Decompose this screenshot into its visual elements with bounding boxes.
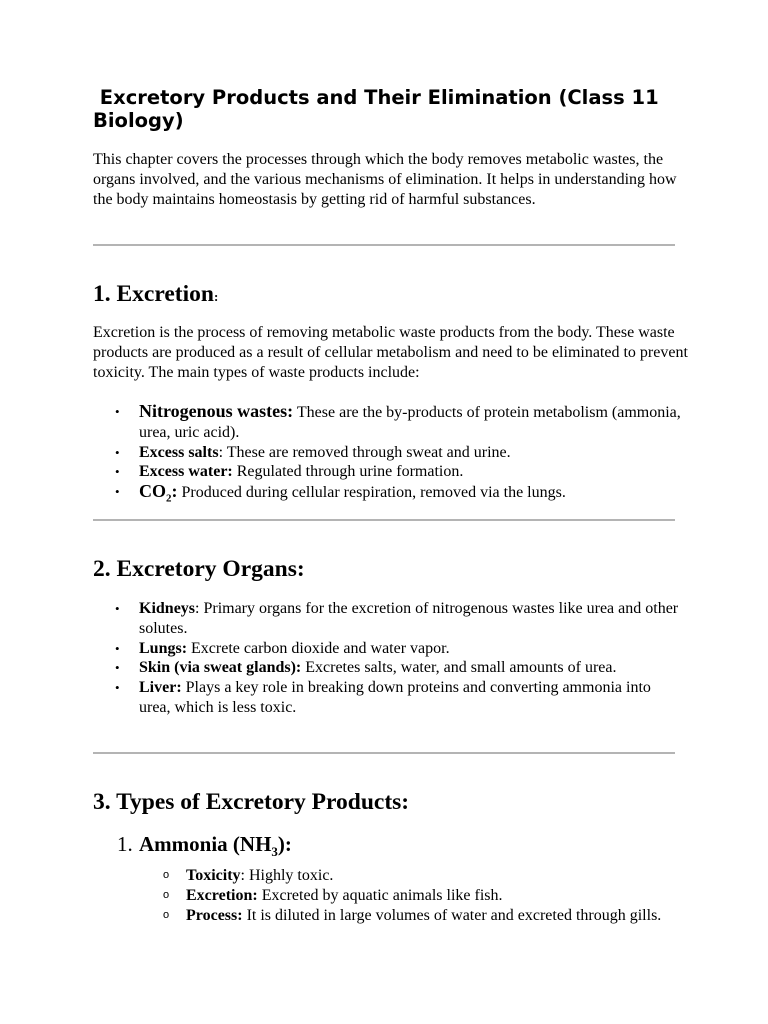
list-item-text: Plays a key role in breaking down proteins and converting ammonia into urea, which is less toxic. [139,679,651,716]
list-item-text: : These are removed through sweat and urine. [218,443,511,461]
product-name [139,832,292,860]
list-item-term: Lungs: [139,639,188,657]
list-item-text: Excrete carbon dioxide and water vapor. [187,639,450,657]
list-item-text: : Highly toxic. [240,867,334,885]
list-item-term: Excretion: [186,886,258,904]
list-item [139,443,684,463]
list-item-number: 1. [117,832,133,856]
product-details-list [93,866,683,925]
list-item [139,482,684,509]
organs-list [139,599,684,718]
section-heading-text: 1. Excretion [93,281,214,307]
list-item [139,599,684,639]
divider [93,244,675,246]
list-item-term: Process: [186,906,243,924]
product-heading [93,830,683,866]
list-item-text: : Primary organs for the excretion of nitrogenous wastes like urea and other solutes. [139,600,679,637]
list-item-term: Excess water: [139,463,233,481]
list-item-term: Excess salts [139,443,219,461]
list-item-text: Excretes salts, water, and small amounts of urea. [301,659,617,677]
list-item [93,830,683,926]
formula-text: CO [139,481,166,502]
intro-paragraph: This chapter covers the processes through which the body removes metabolic wastes, the organs involved, and the various mechanisms of elimination. It helps in understanding how the body maintains homeostasis by getting rid of harmful substances. [93,151,677,208]
section-heading-types: 3. Types of Excretory Products: [93,789,410,815]
section-heading-excretion [93,280,218,311]
list-item [186,886,683,906]
list-item-term: Skin (via sweat glands): [139,659,302,677]
list-item [186,866,683,886]
list-item [139,402,684,443]
formula-subscript: 3 [271,844,278,860]
list-item-text: Produced during cellular respiration, removed via the lungs. [177,484,566,502]
formula-suffix: : [171,481,178,502]
list-item-text: Regulated through urine formation. [232,463,464,481]
list-item-term: Liver: [139,679,182,697]
section-heading-suffix: : [213,289,219,304]
document-title: Excretory Products and Their Elimination (Class 11 Biology) [93,86,666,132]
list-item-term: Toxicity [186,867,241,885]
list-item [139,658,684,678]
waste-types-list [139,402,684,510]
divider [93,519,675,521]
divider [93,752,675,754]
list-item [139,639,684,659]
list-item [139,678,684,718]
list-item-text: It is diluted in large volumes of water and excreted through gills. [242,906,662,924]
list-item-text: Excreted by aquatic animals like fish. [257,886,503,904]
list-item-term [139,481,178,505]
list-item-term: Nitrogenous wastes: [139,401,294,421]
formula-subscript: 2 [166,492,172,505]
list-item-term: Kidneys [139,600,196,617]
list-item-text: These are the by-products of protein metabolism (ammonia, urea, uric acid). [139,404,681,441]
formula-suffix: ): [277,832,292,856]
list-item [139,462,684,482]
formula-text: Ammonia (NH [139,832,272,856]
list-item [186,906,683,926]
excretion-paragraph: Excretion is the process of removing metabolic waste products from the body. These waste products are produced as a result of cellular metabolism and need to be eliminated to prevent toxicity. The main types of waste products include: [93,324,688,381]
section-heading-organs: 2. Excretory Organs: [93,556,305,582]
excretory-products-list [93,830,683,926]
